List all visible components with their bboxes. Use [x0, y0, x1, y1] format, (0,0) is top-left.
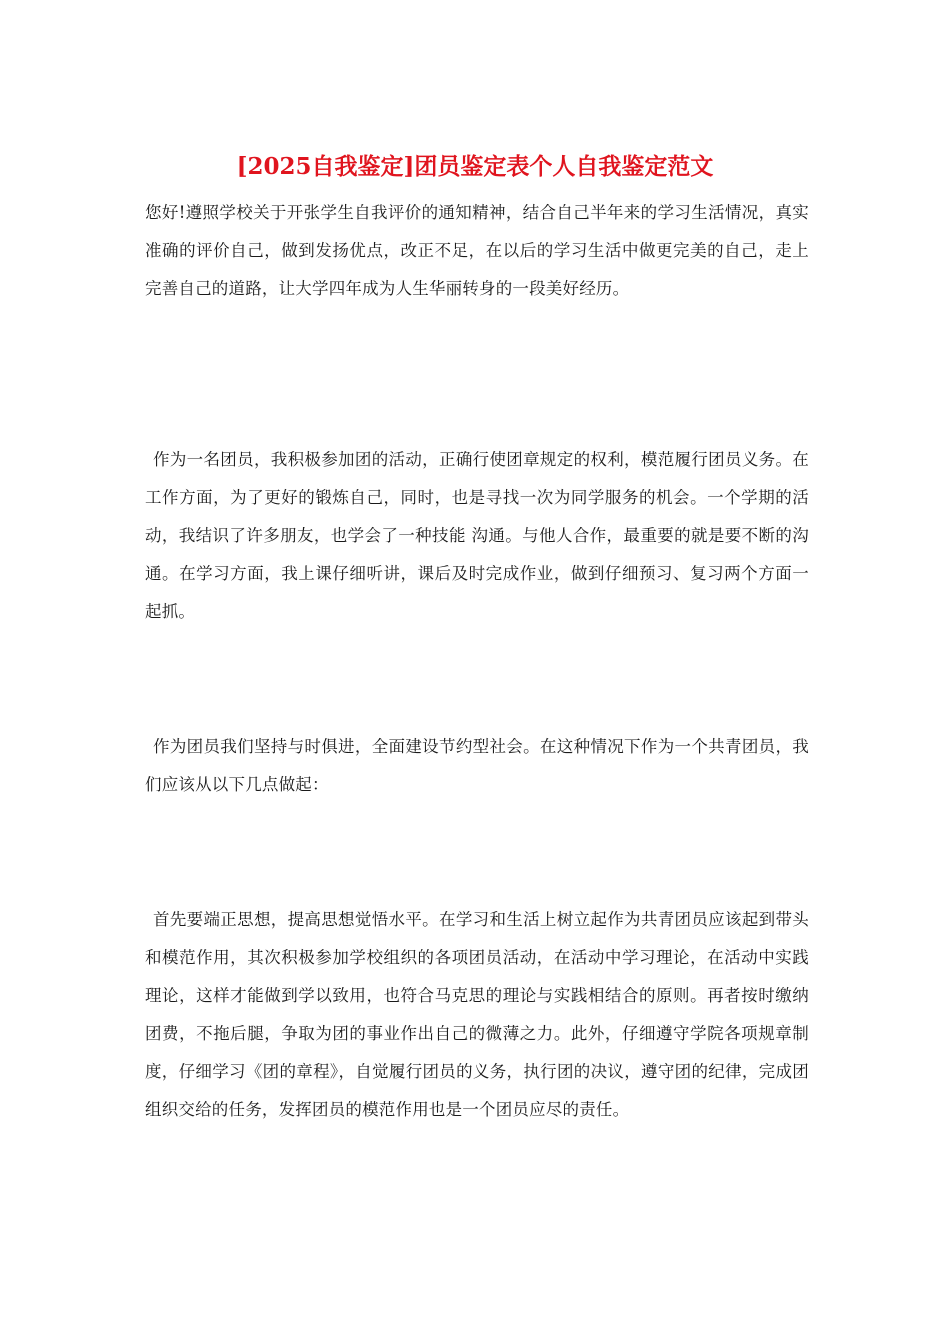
paragraph-intro: 您好!遵照学校关于开张学生自我评价的通知精神，结合自己半年来的学习生活情况，真实准确的评价自己，做到发扬优点，改正不足，在以后的学习生活中做更完美的自己，走上完善自己的道路，让大学四年成为人生华丽转身的一段美好经历。 — [145, 203, 809, 298]
paragraph-keep-pace: 作为团员我们坚持与时俱进，全面建设节约型社会。在这种情况下作为一个共青团员，我们应该从以下几点做起： — [145, 737, 809, 794]
paragraph-points: 首先要端正思想，提高思想觉悟水平。在学习和生活上树立起作为共青团员应该起到带头和模范作用，其次积极参加学校组织的各项团员活动，在活动中学习理论，在活动中实践理论，这样才能做到学以致用，也符合马克思的理论与实践相结合的原则。再者按时缴纳团费，不拖后腿，争取为团的事业作出自己的微薄之力。此外，仔细遵守学院各项规章制度，仔细学习《团的章程》，自觉履行团员的义务，执行团的决议，遵守团的纪律，完成团组织交给的任务，发挥团员的模范作用也是一个团员应尽的责任。 — [145, 910, 809, 1119]
paragraph-member-duties: 作为一名团员，我积极参加团的活动，正确行使团章规定的权利，模范履行团员义务。在工作方面，为了更好的锻炼自己，同时，也是寻找一次为同学服务的机会。一个学期的活动，我结识了许多朋友，也学会了一种技能 沟通。与他人合作，最重要的就是要不断的沟通。在学习方面，我上课仔细听讲，课后及时完成作业，做到仔细预习、复习两个方面一起抓。 — [145, 450, 809, 621]
document-title: [2025自我鉴定]团员鉴定表个人自我鉴定范文 — [236, 153, 714, 180]
